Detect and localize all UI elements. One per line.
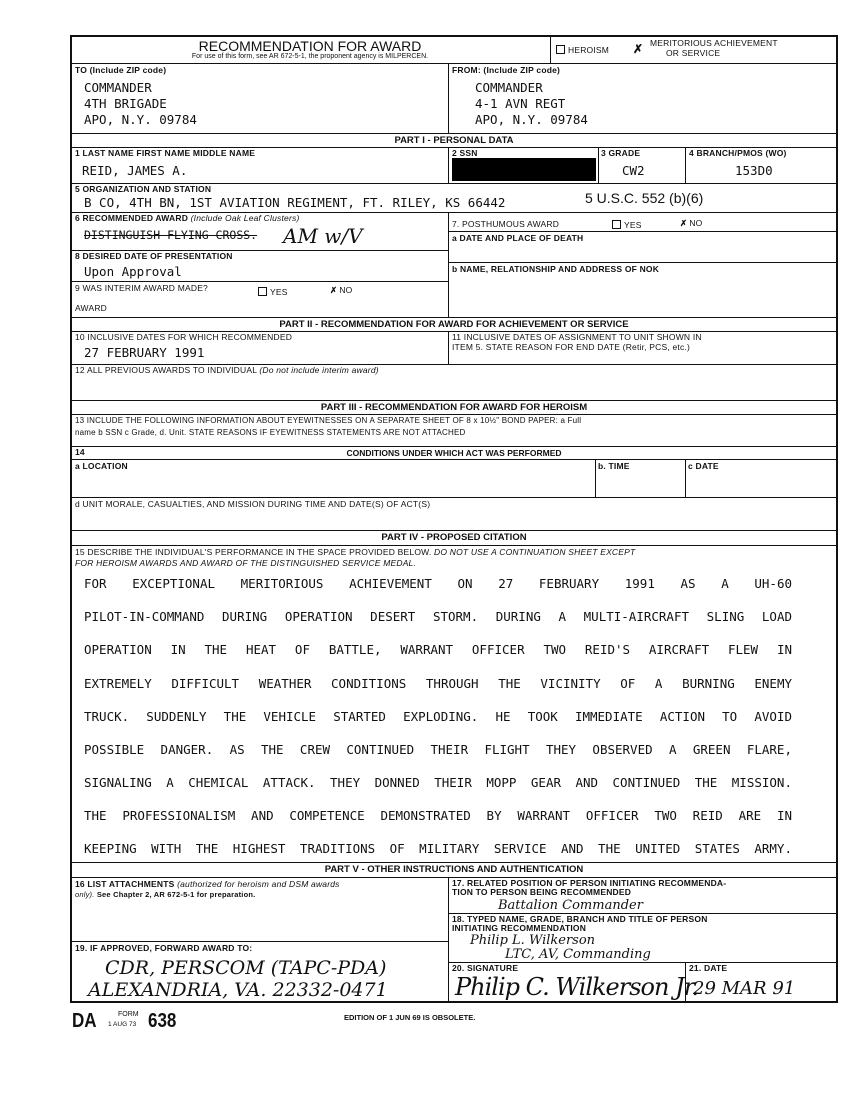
grade-value: CW2 <box>622 163 645 178</box>
meritorious-checkbox-label[interactable]: MERITORIOUS ACHIEVEMENT <box>650 38 778 48</box>
morale-label: d UNIT MORALE, CASUALTIES, AND MISSION DURING TIME AND DATE(S) OF ACT(S) <box>75 499 431 509</box>
divider <box>448 63 449 133</box>
grade-label: 3 GRADE <box>601 148 641 158</box>
checkbox-icon <box>612 220 621 229</box>
footer-edition: EDITION OF 1 JUN 69 IS OBSOLETE. <box>344 1013 476 1022</box>
divider <box>70 414 838 415</box>
death-label: a DATE AND PLACE OF DEATH <box>452 233 584 243</box>
checkbox-icon <box>556 45 565 54</box>
divider <box>70 133 838 134</box>
org-label: 5 ORGANIZATION AND STATION <box>75 184 212 194</box>
divider <box>70 459 838 460</box>
divider <box>685 147 686 183</box>
citation-line: THE PROFESSIONALISM AND COMPETENCE DEMONSTRATED BY WARRANT OFFICER TWO REID ARE IN <box>84 808 792 823</box>
citation-line: KEEPING WITH THE HIGHEST TRADITIONS OF MILITARY SERVICE AND THE UNITED STATES ARMY. <box>84 841 792 856</box>
divider <box>550 35 551 63</box>
citation-instr: 15 DESCRIBE THE INDIVIDUAL'S PERFORMANCE IN THE SPACE PROVIDED BELOW. <box>75 547 432 557</box>
check-mark-icon: ✗ <box>330 285 338 295</box>
award-handwritten: AM w/V <box>283 224 363 248</box>
assign-label-2: ITEM 5. STATE REASON FOR END DATE (Retir, PCS, etc.) <box>452 342 691 352</box>
attachments-note: (authorized for heroism and DSM awards <box>177 879 340 889</box>
form-subtitle: For use of this form, see AR 672-5-1, the proponent agency is MILPERCEN. <box>191 53 429 60</box>
posthumous-no-checkbox[interactable] <box>680 219 702 228</box>
award-label: 6 RECOMMENDED AWARD <box>75 213 189 223</box>
form-title: RECOMMENDATION FOR AWARD <box>198 38 422 54</box>
signature-label: 20. SIGNATURE <box>452 963 519 973</box>
org-value: B CO, 4TH BN, 1ST AVIATION REGIMENT, FT. RILEY, KS 66442 <box>84 195 506 210</box>
from-line: APO, N.Y. 09784 <box>475 112 588 127</box>
citation-line: SIGNALING A CHEMICAL ATTACK. THEY DONNED THEIR MOPP GEAR AND CONTINUED THE MISSION. <box>84 775 792 790</box>
item14-number: 14 <box>75 447 85 457</box>
divider <box>70 941 448 942</box>
redaction-note: 5 U.S.C. 552 (b)(6) <box>585 190 704 206</box>
check-mark-icon: ✗ <box>633 42 644 56</box>
yes-label: YES <box>624 220 642 230</box>
footer-form-date: 1 AUG 73 <box>108 1021 137 1028</box>
footer-form-number: 638 <box>148 1010 177 1032</box>
prev-awards-label: 12 ALL PREVIOUS AWARDS TO INDIVIDUAL <box>75 365 257 375</box>
award-struck: DISTINGUISH FLYING CROSS. <box>84 228 258 242</box>
divider <box>448 262 838 263</box>
ssn-label: 2 SSN <box>452 148 478 158</box>
to-line: COMMANDER <box>84 80 152 95</box>
no-label: NO <box>339 285 353 295</box>
divider <box>70 317 838 318</box>
heroism-label: HEROISM <box>568 45 610 55</box>
related-label-2: TION TO PERSON BEING RECOMMENDED <box>452 887 632 897</box>
divider <box>448 331 449 364</box>
presentation-label: 8 DESIRED DATE OF PRESENTATION <box>75 251 233 261</box>
from-label: FROM: (Include ZIP code) <box>452 65 561 75</box>
no-label: NO <box>689 218 703 228</box>
check-mark-icon: ✗ <box>680 218 688 228</box>
branch-label: 4 BRANCH/PMOS (WO) <box>689 148 787 158</box>
nok-label: b NAME, RELATIONSHIP AND ADDRESS OF NOK <box>452 264 660 274</box>
divider <box>595 459 596 497</box>
interim-yes-checkbox[interactable] <box>258 287 288 297</box>
related-label: 17. RELATED POSITION OF PERSON INITIATING RECOMMENDA- <box>452 878 727 888</box>
typed-title-handwritten: LTC, AV, Commanding <box>505 947 651 962</box>
posthumous-yes-checkbox[interactable] <box>612 220 642 230</box>
divider <box>70 446 838 447</box>
name-value: REID, JAMES A. <box>82 163 188 178</box>
interim-award-label: AWARD <box>75 303 108 313</box>
divider <box>70 545 838 546</box>
divider <box>448 231 838 232</box>
dates-value: 27 FEBRUARY 1991 <box>84 345 205 360</box>
attachments-instr: See Chapter 2, AR 672-5-1 for preparation. <box>96 890 256 899</box>
divider <box>70 497 838 498</box>
forward-label: 19. IF APPROVED, FORWARD AWARD TO: <box>75 943 253 953</box>
meritorious-label-2: OR SERVICE <box>666 48 721 58</box>
related-handwritten: Battalion Commander <box>498 898 643 913</box>
conditions-title: CONDITIONS UNDER WHICH ACT WAS PERFORMED <box>346 448 562 458</box>
location-label: a LOCATION <box>75 461 128 471</box>
citation-line: FOR EXCEPTIONAL MERITORIOUS ACHIEVEMENT ON 27 FEBRUARY 1991 AS A UH-60 <box>84 576 792 591</box>
branch-value: 153D0 <box>735 163 773 178</box>
divider <box>70 862 838 863</box>
prev-awards-note: (Do not include interim award) <box>259 365 379 375</box>
date-signed-label: 21. DATE <box>689 963 728 973</box>
forward-line: ALEXANDRIA, VA. 22332-0471 <box>88 979 388 1001</box>
from-line: COMMANDER <box>475 80 543 95</box>
dates-label: 10 INCLUSIVE DATES FOR WHICH RECOMMENDED <box>75 332 293 342</box>
divider <box>598 147 599 183</box>
date-signed: 29 MAR 91 <box>693 978 796 999</box>
posthumous-label: 7. POSTHUMOUS AWARD <box>452 219 560 229</box>
part5-title: PART V - OTHER INSTRUCTIONS AND AUTHENTICATION <box>324 864 584 875</box>
attachments-note-2: only). <box>75 890 95 899</box>
attachments-label: 16 LIST ATTACHMENTS <box>75 879 175 889</box>
eyewitness-instr: 13 INCLUDE THE FOLLOWING INFORMATION ABOUT EYEWITNESSES ON A SEPARATE SHEET OF 8 x 10½" BOND PAPER: a Full <box>75 416 582 425</box>
date-label: c DATE <box>688 461 719 471</box>
yes-label: YES <box>270 287 288 297</box>
citation-line: EXTREMELY DIFFICULT WEATHER CONDITIONS THROUGH THE VICINITY OF A BURNING ENEMY <box>84 676 792 691</box>
eyewitness-instr-2: name b SSN c Grade, d. Unit. STATE REASONS IF EYEWITNESS STATEMENTS ARE NOT ATTACHED <box>75 428 466 437</box>
from-line: 4-1 AVN REGT <box>475 96 566 111</box>
divider <box>70 63 838 64</box>
divider <box>448 877 449 1003</box>
divider <box>448 212 449 317</box>
part4-title: PART IV - PROPOSED CITATION <box>381 532 527 543</box>
part1-title: PART I - PERSONAL DATA <box>394 135 514 146</box>
footer-da: DA <box>72 1010 97 1032</box>
divider <box>70 530 838 531</box>
time-label: b. TIME <box>598 461 630 471</box>
award-label-note: (Include Oak Leaf Clusters) <box>190 213 300 223</box>
typed-label: 18. TYPED NAME, GRADE, BRANCH AND TITLE OF PERSON <box>452 914 708 924</box>
divider <box>70 281 448 282</box>
citation-line: PILOT-IN-COMMAND DURING OPERATION DESERT STORM. DURING A MULTI-AIRCRAFT SLING LOAD <box>84 609 792 624</box>
presentation-value: Upon Approval <box>84 264 182 279</box>
assign-label: 11 INCLUSIVE DATES OF ASSIGNMENT TO UNIT SHOWN IN <box>452 332 702 342</box>
checkbox-icon <box>258 287 267 296</box>
part2-title: PART II - RECOMMENDATION FOR AWARD FOR ACHIEVEMENT OR SERVICE <box>279 319 629 330</box>
name-label: 1 LAST NAME FIRST NAME MIDDLE NAME <box>75 148 256 158</box>
to-line: 4TH BRIGADE <box>84 96 167 111</box>
footer-form: FORM <box>118 1011 139 1018</box>
signature: Philip C. Wilkerson Jr. <box>455 973 699 1001</box>
citation-instr-italic: DO NOT USE A CONTINUATION SHEET EXCEPT <box>434 547 636 557</box>
ssn-redaction <box>452 158 596 181</box>
interim-label: 9 WAS INTERIM AWARD MADE? <box>75 283 208 293</box>
part3-title: PART III - RECOMMENDATION FOR AWARD FOR HEROISM <box>320 402 588 413</box>
typed-name-handwritten: Philip L. Wilkerson <box>470 933 596 948</box>
citation-line: TRUCK. SUDDENLY THE VEHICLE STARTED EXPLODING. HE TOOK IMMEDIATE ACTION TO AVOID <box>84 709 792 724</box>
typed-label-2: INITIATING RECOMMENDATION <box>452 923 587 933</box>
to-line: APO, N.Y. 09784 <box>84 112 197 127</box>
citation-instr-2: FOR HEROISM AWARDS AND AWARD OF THE DISTINGUISHED SERVICE MEDAL. <box>75 558 417 568</box>
heroism-checkbox[interactable] <box>556 45 609 55</box>
divider <box>448 147 449 183</box>
citation-line: POSSIBLE DANGER. AS THE CREW CONTINUED THEIR FLIGHT THEY OBSERVED A GREEN FLARE, <box>84 742 792 757</box>
citation-line: OPERATION IN THE HEAT OF BATTLE, WARRANT OFFICER TWO REID'S AIRCRAFT FLEW IN <box>84 642 792 657</box>
divider <box>70 400 838 401</box>
interim-no-checkbox[interactable] <box>330 286 352 295</box>
to-label: TO (Include ZIP code) <box>75 65 167 75</box>
divider <box>685 459 686 497</box>
forward-line: CDR, PERSCOM (TAPC-PDA) <box>105 957 387 979</box>
